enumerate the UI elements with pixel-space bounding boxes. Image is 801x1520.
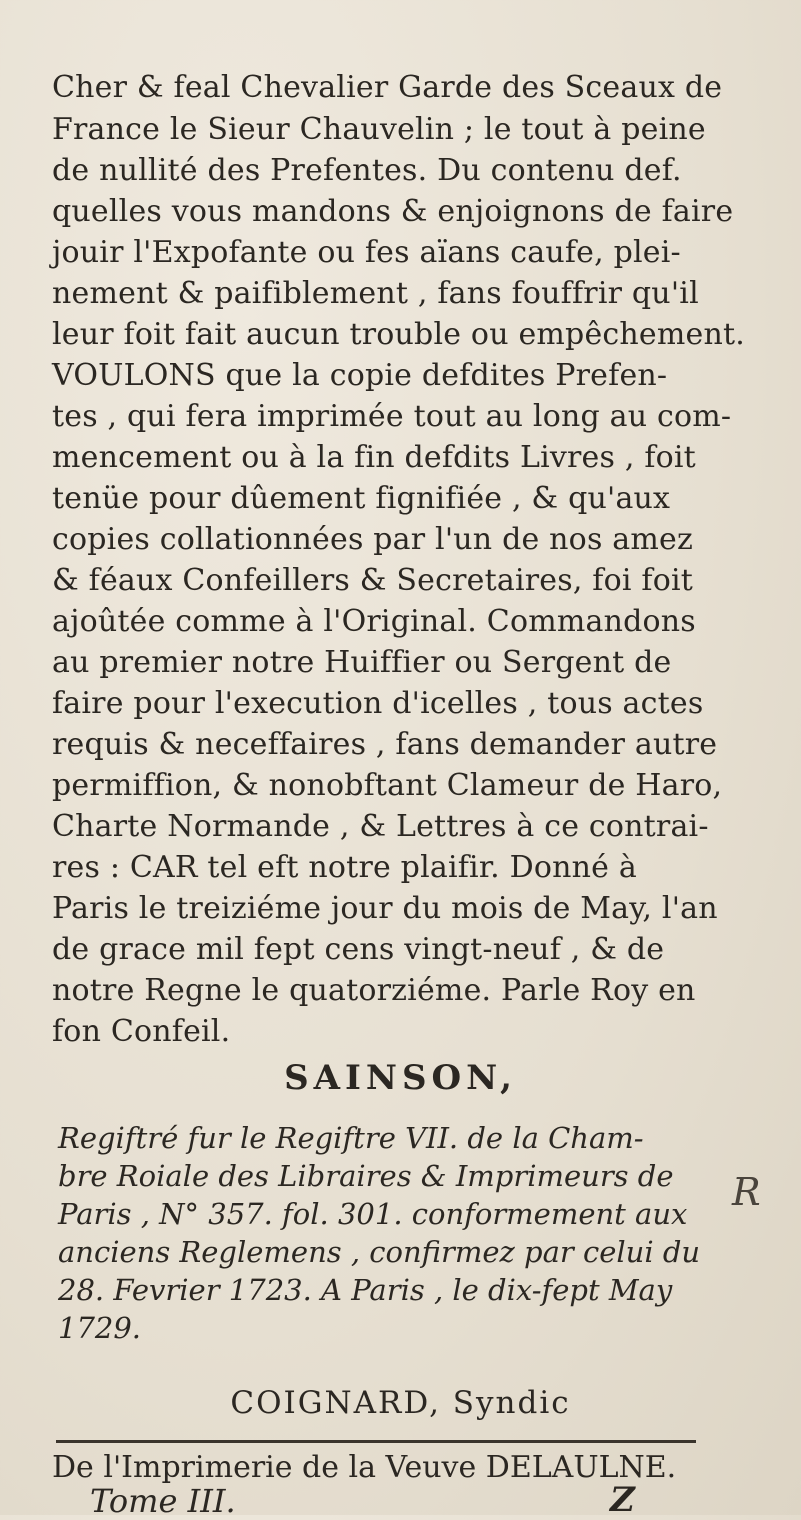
- text-line: requis & neceffaires , fans demander autre: [52, 727, 718, 762]
- registration-line: 1729.: [58, 1311, 142, 1345]
- text-line: de grace mil fept cens vingt-neuf , & de: [52, 932, 665, 967]
- text-line: notre Regne le quatorziéme. Parle Roy en: [52, 973, 696, 1008]
- text-line: Charte Normande , & Lettres à ce contrai-: [52, 809, 709, 844]
- text-line: quelles vous mandons & enjoignons de faire: [52, 194, 734, 229]
- registration-line: bre Roiale des Libraires & Imprimeurs de: [58, 1159, 674, 1193]
- text-line: Cher & feal Chevalier Garde des Sceaux de: [52, 70, 723, 105]
- registration-line: anciens Reglemens , confirmez par celui du: [58, 1235, 701, 1269]
- signature-mark: Z: [610, 1480, 635, 1520]
- registration-line: Paris , N° 357. fol. 301. conformement aux: [58, 1197, 688, 1231]
- text-line: res : CAR tel eft notre plaifir. Donné à: [52, 850, 637, 885]
- text-line: de nullité des Prefentes. Du contenu def.: [52, 153, 682, 188]
- signature-sainson: SAINSON,: [284, 1058, 517, 1098]
- text-line: nement & paifiblement , fans fouffrir qu'il: [52, 276, 699, 311]
- text-line: France le Sieur Chauvelin ; le tout à peine: [52, 112, 706, 147]
- printer-imprint: De l'Imprimerie de la Veuve DELAULNE.: [52, 1450, 677, 1485]
- text-line: faire pour l'execution d'icelles , tous actes: [52, 686, 704, 721]
- text-line: leur foit fait aucun trouble ou empêchement.: [52, 317, 745, 352]
- text-line: permiffion, & nonobftant Clameur de Haro,: [52, 768, 723, 803]
- text-line: Paris le treiziéme jour du mois de May, l'an: [52, 891, 718, 926]
- tome-label: Tome III.: [90, 1482, 236, 1520]
- margin-mark: R: [732, 1170, 761, 1214]
- text-line: fon Confeil.: [52, 1014, 231, 1049]
- text-line: tes , qui fera imprimée tout au long au com-: [52, 399, 732, 434]
- text-line: ajoûtée comme à l'Original. Commandons: [52, 604, 696, 639]
- text-line: copies collationnées par l'un de nos amez: [52, 522, 693, 557]
- text-line: tenüe pour dûement fignifiée , & qu'aux: [52, 481, 671, 516]
- text-line: au premier notre Huiffier ou Sergent de: [52, 645, 672, 680]
- text-line: & féaux Confeillers & Secretaires, foi foit: [52, 563, 694, 598]
- syndic-signature: COIGNARD, Syndic: [230, 1385, 571, 1421]
- registration-line: Regiftré fur le Regiftre VII. de la Cham-: [58, 1121, 644, 1155]
- divider-rule: [56, 1440, 696, 1443]
- text-line: jouir l'Expofante ou fes aïans caufe, plei-: [52, 235, 681, 270]
- registration-line: 28. Fevrier 1723. A Paris , le dix-fept May: [58, 1273, 673, 1307]
- text-line: VOULONS que la copie defdites Prefen-: [52, 358, 668, 393]
- text-line: mencement ou à la fin defdits Livres , foit: [52, 440, 696, 475]
